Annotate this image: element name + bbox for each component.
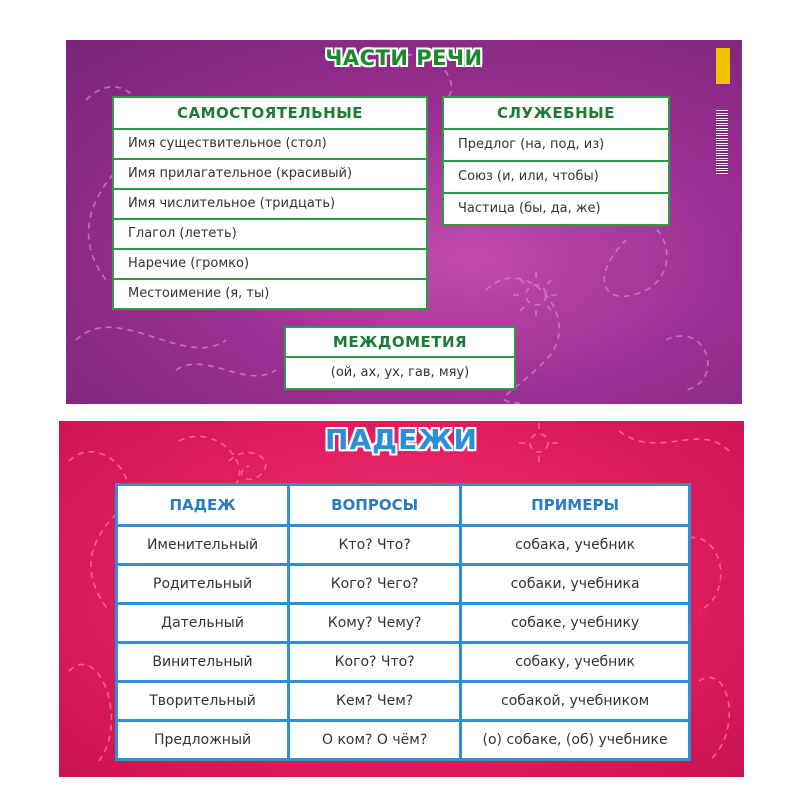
case-examples-cell: собака, учебник <box>462 527 688 563</box>
table-row <box>118 605 688 641</box>
cases-title: ПАДЕЖИ <box>325 423 478 456</box>
table-row <box>118 527 688 563</box>
table-row <box>118 566 688 602</box>
case-name-cell: Родительный <box>118 566 287 602</box>
table-header-row <box>118 486 688 524</box>
table-row <box>118 683 688 719</box>
parts-of-speech-card <box>66 40 742 404</box>
independent-item: Местоимение (я, ты) <box>114 280 426 308</box>
column-header-questions: ВОПРОСЫ <box>290 486 459 524</box>
case-questions-cell: Кем? Чем? <box>290 683 459 719</box>
independent-item: Имя существительное (стол) <box>114 130 426 158</box>
parts-of-speech-title: ЧАСТИ РЕЧИ <box>325 46 483 70</box>
case-questions-cell: Кто? Что? <box>290 527 459 563</box>
case-name-cell: Дательный <box>118 605 287 641</box>
independent-item: Наречие (громко) <box>114 250 426 278</box>
barcode <box>716 110 728 174</box>
table-row <box>118 722 688 758</box>
auxiliary-parts-box <box>442 96 670 226</box>
publisher-logo <box>716 48 730 84</box>
case-questions-cell: Кого? Что? <box>290 644 459 680</box>
interjections-heading: МЕЖДОМЕТИЯ <box>286 328 514 356</box>
auxiliary-item: Частица (бы, да, же) <box>444 194 668 224</box>
case-name-cell: Винительный <box>118 644 287 680</box>
independent-item: Глагол (лететь) <box>114 220 426 248</box>
interjections-box <box>284 326 516 390</box>
case-name-cell: Именительный <box>118 527 287 563</box>
column-header-case: ПАДЕЖ <box>118 486 287 524</box>
case-name-cell: Предложный <box>118 722 287 758</box>
independent-item: Имя числительное (тридцать) <box>114 190 426 218</box>
case-questions-cell: Кого? Чего? <box>290 566 459 602</box>
interjections-example: (ой, ах, ух, гав, мяу) <box>286 358 514 388</box>
column-header-examples: ПРИМЕРЫ <box>462 486 688 524</box>
auxiliary-item: Предлог (на, под, из) <box>444 130 668 160</box>
auxiliary-item: Союз (и, или, чтобы) <box>444 162 668 192</box>
table-row <box>118 644 688 680</box>
cases-table <box>115 483 691 761</box>
case-questions-cell: Кому? Чему? <box>290 605 459 641</box>
independent-heading: САМОСТОЯТЕЛЬНЫЕ <box>114 98 426 128</box>
case-examples-cell: собаки, учебника <box>462 566 688 602</box>
cases-card <box>59 421 744 777</box>
auxiliary-heading: СЛУЖЕБНЫЕ <box>444 98 668 128</box>
independent-parts-box <box>112 96 428 310</box>
case-name-cell: Творительный <box>118 683 287 719</box>
case-examples-cell: (о) собаке, (об) учебнике <box>462 722 688 758</box>
case-examples-cell: собаку, учебник <box>462 644 688 680</box>
case-examples-cell: собаке, учебнику <box>462 605 688 641</box>
case-examples-cell: собакой, учебником <box>462 683 688 719</box>
independent-item: Имя прилагательное (красивый) <box>114 160 426 188</box>
case-questions-cell: О ком? О чём? <box>290 722 459 758</box>
